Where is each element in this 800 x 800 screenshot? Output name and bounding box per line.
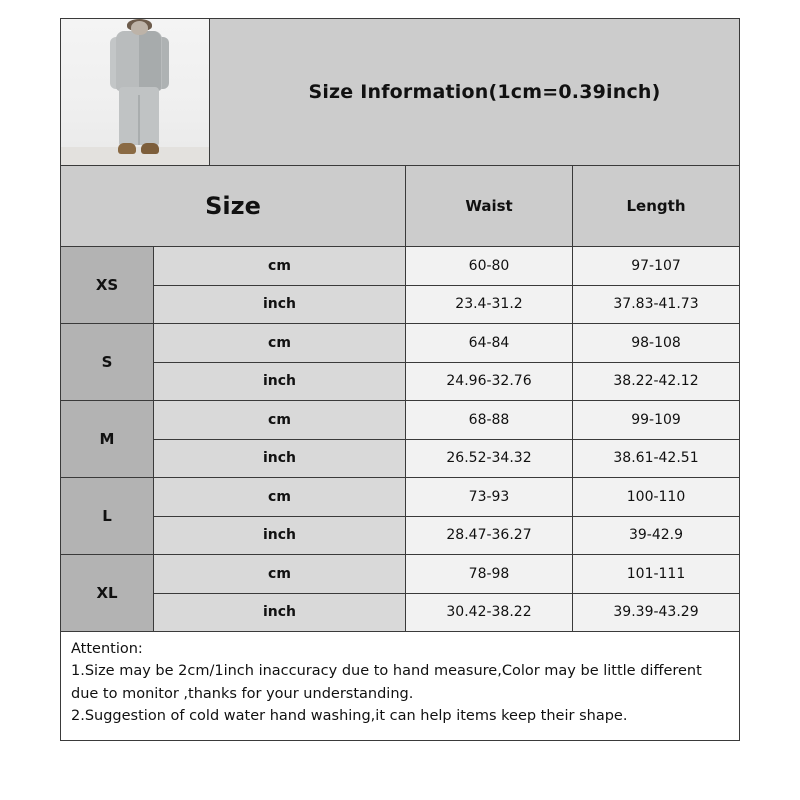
length-value-cm: 98-108 <box>573 324 739 362</box>
table-row <box>61 555 739 632</box>
waist-value-cm: 60-80 <box>406 247 573 285</box>
size-label: XL <box>61 555 154 631</box>
unit-row-cm <box>154 478 739 517</box>
unit-label-inch: inch <box>154 363 406 401</box>
length-value-cm: 99-109 <box>573 401 739 439</box>
unit-row-cm <box>154 247 739 286</box>
column-header-row <box>61 166 739 247</box>
waist-value-inch: 23.4-31.2 <box>406 286 573 324</box>
column-header-length: Length <box>626 197 686 215</box>
unit-row-inch <box>154 363 739 401</box>
size-label: L <box>61 478 154 554</box>
unit-row-inch <box>154 594 739 632</box>
length-value-inch: 38.61-42.51 <box>573 440 739 478</box>
waist-value-cm: 68-88 <box>406 401 573 439</box>
column-header-waist: Waist <box>406 166 573 246</box>
column-header-size: Size <box>61 166 406 246</box>
waist-value-inch: 30.42-38.22 <box>406 594 573 632</box>
unit-label-inch: inch <box>154 594 406 632</box>
waist-value-inch: 26.52-34.32 <box>406 440 573 478</box>
table-row <box>61 478 739 555</box>
unit-label-inch: inch <box>154 440 406 478</box>
unit-label-cm: cm <box>154 247 406 285</box>
unit-label-cm: cm <box>154 401 406 439</box>
size-label: XS <box>61 247 154 323</box>
unit-row-inch <box>154 286 739 324</box>
unit-label-cm: cm <box>154 324 406 362</box>
attention-heading: Attention: <box>71 641 143 657</box>
figure-jacket-shading <box>139 31 161 91</box>
size-measure-rows <box>154 401 739 477</box>
waist-value-inch: 28.47-36.27 <box>406 517 573 555</box>
page-title: Size Information(1cm=0.39inch) <box>308 81 661 103</box>
unit-label-cm: cm <box>154 555 406 593</box>
size-measure-rows <box>154 555 739 631</box>
table-row <box>61 247 739 324</box>
unit-label-inch: inch <box>154 286 406 324</box>
unit-row-cm <box>154 555 739 594</box>
chart-title-cell <box>210 19 739 165</box>
unit-row-inch <box>154 440 739 478</box>
waist-value-inch: 24.96-32.76 <box>406 363 573 401</box>
attention-block <box>61 632 739 740</box>
length-value-cm: 97-107 <box>573 247 739 285</box>
size-measure-rows <box>154 247 739 323</box>
product-photo <box>61 19 210 165</box>
size-measure-rows <box>154 478 739 554</box>
length-value-inch: 37.83-41.73 <box>573 286 739 324</box>
size-measure-rows <box>154 324 739 400</box>
attention-note-1: 1.Size may be 2cm/1inch inaccuracy due to hand measure,Color may be little different due to monitor ,thanks for your understanding. <box>71 663 702 702</box>
figure-right-shoe <box>141 143 159 154</box>
waist-value-cm: 73-93 <box>406 478 573 516</box>
unit-row-cm <box>154 401 739 440</box>
figure-pant-seam <box>138 95 140 145</box>
length-value-cm: 101-111 <box>573 555 739 593</box>
table-row <box>61 324 739 401</box>
chart-header-row <box>61 19 739 166</box>
figure-left-shoe <box>118 143 136 154</box>
unit-label-cm: cm <box>154 478 406 516</box>
table-row <box>61 401 739 478</box>
size-chart-table <box>60 18 740 741</box>
unit-row-inch <box>154 517 739 555</box>
length-value-inch: 38.22-42.12 <box>573 363 739 401</box>
figure-head <box>131 21 148 35</box>
length-value-cm: 100-110 <box>573 478 739 516</box>
length-value-inch: 39.39-43.29 <box>573 594 739 632</box>
size-label: S <box>61 324 154 400</box>
unit-row-cm <box>154 324 739 363</box>
length-value-inch: 39-42.9 <box>573 517 739 555</box>
attention-note-2: 2.Suggestion of cold water hand washing,it can help items keep their shape. <box>71 708 628 725</box>
size-label: M <box>61 401 154 477</box>
unit-label-inch: inch <box>154 517 406 555</box>
waist-value-cm: 78-98 <box>406 555 573 593</box>
waist-value-cm: 64-84 <box>406 324 573 362</box>
